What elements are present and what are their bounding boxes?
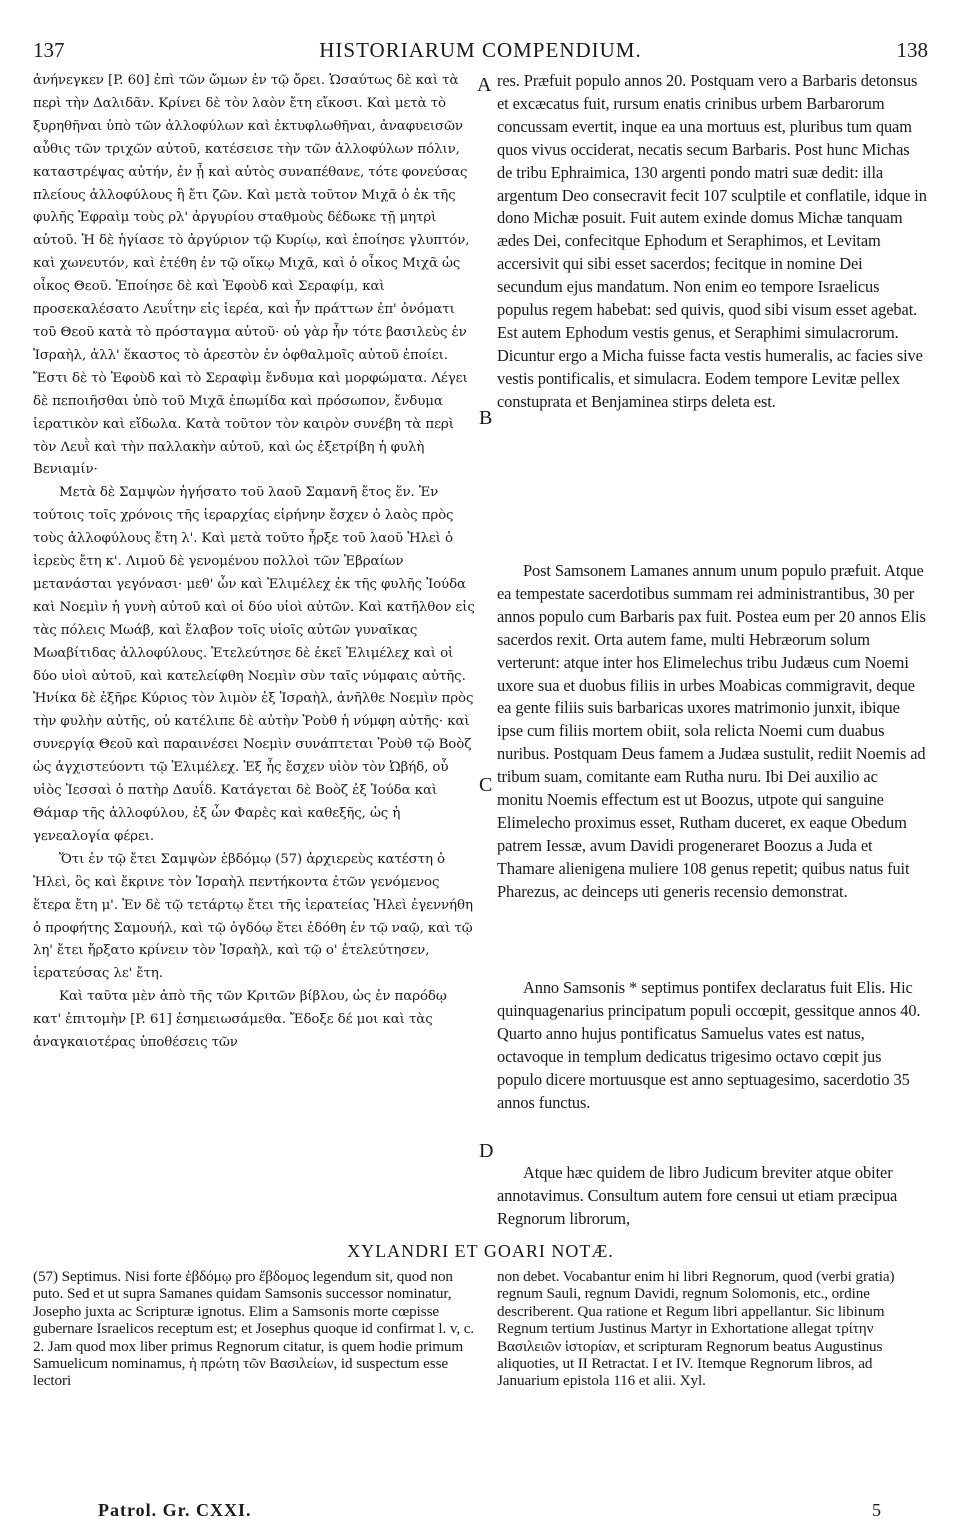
latin-paragraph-4: Atque hæc quidem de libro Judicum breviter atque obiter annotavimus. Consultum autem fore censui ut etiam præcipua Regnorum librorum, [497,1163,898,1228]
greek-column [33,70,475,1055]
greek-paragraph-1: ἀνήνεγκεν [P. 60] ἐπὶ τῶν ὤμων ἐν τῷ ὄρει. Ὡσαύτως δὲ καὶ τὰ περὶ τὴν Δαλιδᾶν. Κρίνει δὲ τὸν λαὸν ἔτη εἴκοσι. Καὶ μετὰ τὸ ξυρηθῆναι ὑπὸ τῶν ἀλλοφύλων καὶ ἐκτυφλωθῆναι, ἀναφυεισῶν αὖθις τῶν τριχῶν αὐτοῦ, κατέσεισε τὴν τῶν ἀλλοφύλων πόλιν, καταστρέψας αὐτήν, ἐν ᾗ καὶ αὐτὸς συναπέθανε, τότε φονεύσας πλείους ἀλλοφύλους ἢ ἔτι ζῶν. Καὶ μετὰ τοῦτον Μιχᾶ ὁ ἐκ τῆς φυλῆς Ἐφραὶμ τοὺς ρλ' ἀργυρίου σταθμοὺς δέδωκε τῇ μητρὶ αὐτοῦ. Ἡ δὲ ἡγίασε τὸ ἀργύριον τῷ Κυρίῳ, καὶ ἐποίησε γλυπτόν, καὶ χωνευτόν, καὶ ἐτέθη ἐν τῷ οἴκῳ Μιχᾶ, καὶ ὁ οἶκος Μιχᾶ ὡς οἶκος Θεοῦ. Ἐποίησε δὲ καὶ Ἐφοὺδ καὶ Σεραφίμ, καὶ προσεκαλέσατο Λευΐτην εἰς ἱερέα, καὶ ἦν πράττων ἐπ' ὀνόματι τοῦ Θεοῦ κατὰ τὸ πρόσταγμα αὐτοῦ· οὐ γὰρ ἦν τότε βασιλεὺς ἐν Ἰσραὴλ, ἀλλ' ἕκαστος τὸ ἀρεστὸν ἐν ὀφθαλμοῖς αὐτοῦ ἐποίει. Ἔστι δὲ τὸ Ἐφοὺδ καὶ τὸ Σεραφὶμ ἔνδυμα καὶ μορφώματα. Λέγει δὲ πεποιῆσθαι ὑπὸ τοῦ Μιχᾶ ἐπωμίδα καὶ πρόσωπον, ἔνδυμα ἱερατικὸν καὶ εἴδωλα. Κατὰ τοῦτον τὸν καιρὸν συνέβη τὰ περὶ τὸν Λευῒ καὶ τὴν παλλακὴν αὐτοῦ, καὶ ὡς ἐξετρίβη ἡ φυλὴ Βενιαμίν· [33,73,470,478]
latin-column [497,70,927,414]
notes-heading: XYLANDRI ET GOARI NOTÆ. [347,1241,614,1261]
latin-paragraph-2: Post Samsonem Lamanes annum unum populo præfuit. Atque ea tempestate sacerdotibus summam rei administrantibus, 30 per annos populo cum Barbaris pax fuit. Postea eum per 20 annos Elis sacerdos rexit. Orta autem fame, multi Hebræorum solum verterunt: atque inter hos Elimelechus tribu Judæus cum Noemi uxore sua et duobus filiis in urbes Moabicas commigravit, deque ea gente filiis suis barbaricas uxores matrimonio junxit, ibique ipse cum filiis mortem obiit, sola relicta Noemi cum duabus nuribus. Postquam Deus famem a Judæa sustulit, rediit Noemis ad tribum suam, comitante eam Rutha nuru. Ibi Dei auxilio ac monitu Noemis effectum est ut Boozus, utpote qui sanguine Elimelecho proximus esset, Rutham duceret, ex eaque Obedum patrem Iessæ, avum Davidi progeneraret Boozus a Juda et Thamare alienigena muliere 108 genus repetit; quibus natus fuit Pharezus, ac deinceps uti generis recensio demonstrat. [497,561,926,901]
margin-marker-c: C [479,774,493,796]
note-left: (57) Septimus. Nisi forte ἑβδόμῳ pro ἔβδομος legendum sit, quod non puto. Sed et ut supra Samanes quidam Samsonis successor nominatur, Josepho juxta ac Scripturæ ignotus. Elim a Samsonis morte cœpisse gubernare Israelicos receptum est; et Josephus quoque id confirmat l. v, c. 2. Jam quod mox liber primus Regnorum citatur, is quem hodie primum Samuelicum nominamus, ἡ πρώτη τῶν Βασιλείων, id suspectum esse lectori [33,1268,475,1390]
greek-paragraph-4: Καὶ ταῦτα μὲν ἀπὸ τῆς τῶν Κριτῶν βίβλου, ὡς ἐν παρόδῳ κατ' ἐπιτομὴν [P. 61] ἐσημειωσάμεθα. Ἔδοξε δέ μοι καὶ τὰς ἀναγκαιοτέρας ὑποθέσεις τῶν [33,989,447,1051]
margin-marker-d: D [479,1140,494,1162]
note-right: non debet. Vocabantur enim hi libri Regnorum, quod (verbi gratia) regnum Sauli, regnum Davidi, regnum Solomonis, etc., ordine describerent. Qua ratione et Regum libri appellantur. Sic libinum Regnum tertium Justinus Martyr in Exhortatione allegat τρίτην Βασιλειῶν ἱστορίαν, et scripturam Regnorum beatus Augustinus aliquoties, ut II Retractat. I et IV. Itemque Regnorum libros, ad Januarium epistola 116 et alii. Xyl. [497,1268,895,1390]
footer-signature: Patrol. Gr. CXXI. [98,1500,252,1520]
latin-column-part-4 [497,1162,927,1231]
greek-paragraph-3: Ὅτι ἐν τῷ ἔτει Σαμψὼν ἑβδόμῳ (57) ἀρχιερεὺς κατέστη ὁ Ἠλεὶ, ὃς καὶ ἔκρινε τὸν Ἰσραὴλ πεντήκοντα ἐτῶν γενόμενος ἕτερα ἔτη μ'. Ἐν δὲ τῷ τετάρτῳ ἔτει τῆς ἱερατείας Ἠλεὶ ἐγεννήθη ὁ προφήτης Σαμουήλ, καὶ τῷ ὀγδόῳ ἔτει ἐδόθη ἐν τῷ ναῷ, καὶ τῷ λη' ἔτει ἤρξατο κρίνειν τὸν Ἰσραὴλ, καὶ τῷ ο' ἐτελεύτησεν, ἱερατεύσας λε' ἔτη. [33,851,473,982]
running-header [33,38,928,62]
latin-column-part-2 [497,560,927,904]
page-number-right: 138 [896,38,928,62]
latin-paragraph-3: Anno Samsonis * septimus pontifex declaratus fuit Elis. Hic quinquagenarius principatum populi occœpit, gessitque annos 40. Quarto anno hujus pontificatus Samuelus vates est natus, octavoque in templum dedicatus trigesimo octavo cœpit jus populo dicere mortuusque est anno septuagesimo, sacerdotio 35 annos functus. [497,978,921,1112]
footer-sheet-number: 5 [872,1500,881,1520]
greek-paragraph-2: Μετὰ δὲ Σαμψὼν ἡγήσατο τοῦ λαοῦ Σαμανῆ ἔτος ἕν. Ἐν τούτοις τοῖς χρόνοις τῆς ἱεραρχίας εἰρήνην ἔσχεν ὁ λαὸς πρὸς τοὺς ἀλλοφύλους ἔτη λ'. Καὶ μετὰ τοῦτο ἦρξε τοῦ λαοῦ Ἠλεὶ ὁ ἱερεὺς ἔτη κ'. Λιμοῦ δὲ γενομένου πολλοὶ τῶν Ἑβραίων μετανάσται γεγόνασι· μεθ' ὧν καὶ Ἐλιμέλεχ ἐκ τῆς φυλῆς Ἰούδα καὶ Νοεμὶν ἡ γυνὴ αὐτοῦ καὶ οἱ δύο υἱοὶ αὐτῶν. Καὶ κατῆλθον εἰς τὰς πόλεις Μωάβ, καὶ ἔλαβον τοῖς υἱοῖς αὐτῶν γυναῖκας Μωαβίτιδας ἀλλοφύλους. Ἐτελεύτησε δὲ ἐκεῖ Ἐλιμέλεχ καὶ οἱ δύο υἱοὶ αὐτοῦ, καὶ κατελείφθη Νοεμὶν σὺν ταῖς νύμφαις αὐτῆς. Ἡνίκα δὲ ἐξῆρε Κύριος τὸν λιμὸν ἐξ Ἰσραὴλ, ἀνῆλθε Νοεμὶν πρὸς τὴν φυλὴν αὐτῆς, οὐ κατέλιπε δὲ αὐτὴν Ῥοὺθ ἡ νύμφη αὐτῆς· καὶ συνεργίᾳ Θεοῦ καὶ παραινέσει Νοεμὶν συνάπτεται Ῥοὺθ τῷ Βοὸζ ὡς ἀγχιστεύοντι τῷ Ἐλιμέλεχ. Ἐξ ἧς ἔσχεν υἱὸν τὸν Ὠβήδ, οὗ υἱὸς Ἰεσσαὶ ὁ πατὴρ Δαυΐδ. Κατάγεται δὲ Βοὸζ ἐξ Ἰούδα καὶ Θάμαρ τῆς ἀλλοφύλου, ἐξ ὧν Φαρὲς καὶ καθεξῆς, ὡς ἡ γενεαλογία φέρει. [33,485,475,844]
latin-column-part-3 [497,977,927,1114]
margin-marker-b: B [479,407,493,429]
margin-marker-a: A [477,74,492,96]
page-number-left: 137 [33,38,65,62]
running-title: HISTORIARUM COMPENDIUM. [319,38,642,62]
latin-paragraph-1: res. Præfuit populo annos 20. Postquam vero a Barbaris detonsus et excæcatus fuit, rursum enatis crinibus urbem Barbarorum concussam evertit, inque ea una mortuus est, pluribus tum quam quos vivus occiderat, necatis secum Barbaris. Post hunc Michas de tribu Ephraimica, 130 argenti pondo matri suæ dedit: illa argentum Deo consecravit fecit 107 sculptile et conflatile, idque in dono Michæ posuit. Fuit autem exinde domus Michæ tanquam ædes Dei, confecitque Ephodum et Seraphimos, et Levitam accersivit qui sibi esset sacerdos; fecitque in nomine Dei secundum ejus mandatum. Non enim eo tempore Israelicus populus regem habebat: sed quivis, quod sibi visum esset agebat. Est autem Ephodum vestis genus, et Seraphimi simulacrorum. Dicuntur ergo a Micha fuisse facta vestis humeralis, ac facies sive vestis pontificalis, et simulacra. Eodem tempore Levitæ pellex constuprata et Benjaminea stirps deleta est. [497,71,927,411]
